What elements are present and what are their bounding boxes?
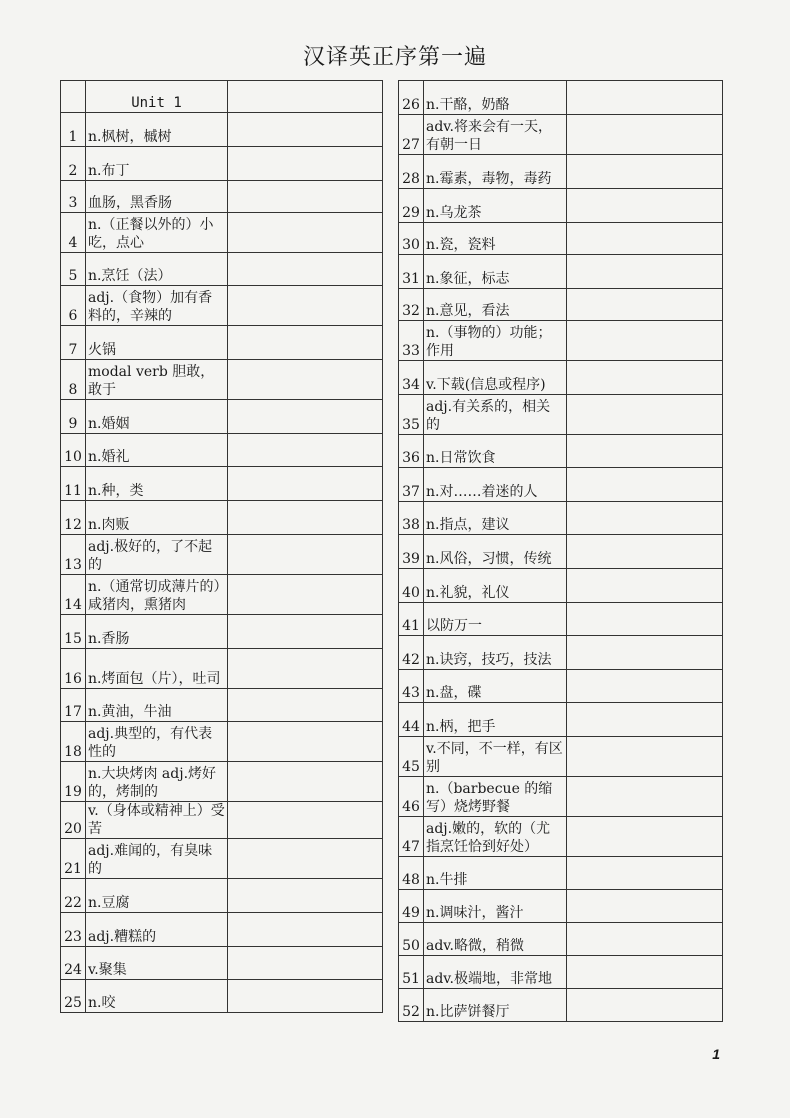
item-number: 24 bbox=[61, 947, 86, 980]
answer-cell[interactable] bbox=[228, 980, 383, 1013]
answer-cell[interactable] bbox=[567, 670, 723, 703]
chinese-term: adj.极好的，了不起的 bbox=[86, 535, 228, 575]
answer-cell[interactable] bbox=[567, 777, 723, 817]
chinese-term: n.（事物的）功能；作用 bbox=[424, 321, 567, 361]
chinese-term: n.乌龙茶 bbox=[424, 189, 567, 223]
answer-cell[interactable] bbox=[567, 817, 723, 857]
vocab-row bbox=[61, 467, 383, 501]
chinese-term: n.香肠 bbox=[86, 615, 228, 649]
vocab-row bbox=[61, 147, 383, 181]
answer-cell[interactable] bbox=[567, 223, 723, 255]
item-number: 25 bbox=[61, 980, 86, 1013]
vocab-row bbox=[61, 980, 383, 1013]
vocab-row bbox=[61, 400, 383, 434]
answer-cell[interactable] bbox=[228, 575, 383, 615]
chinese-term: v.（身体或精神上）受苦 bbox=[86, 802, 228, 839]
vocab-row bbox=[399, 569, 723, 603]
answer-cell[interactable] bbox=[228, 649, 383, 689]
item-number: 47 bbox=[399, 817, 424, 857]
item-number: 36 bbox=[399, 435, 424, 468]
vocab-row bbox=[61, 286, 383, 326]
vocab-row bbox=[399, 361, 723, 395]
answer-cell[interactable] bbox=[567, 956, 723, 989]
item-number: 52 bbox=[399, 989, 424, 1022]
item-number: 20 bbox=[61, 802, 86, 839]
vocab-row bbox=[61, 839, 383, 879]
vocab-row bbox=[399, 395, 723, 435]
answer-cell[interactable] bbox=[567, 468, 723, 502]
chinese-term: n.比萨饼餐厅 bbox=[424, 989, 567, 1022]
answer-cell[interactable] bbox=[567, 395, 723, 435]
chinese-term: n.柄，把手 bbox=[424, 703, 567, 737]
chinese-term: n.日常饮食 bbox=[424, 435, 567, 468]
item-number: 31 bbox=[399, 255, 424, 289]
vocab-row bbox=[61, 879, 383, 913]
vocab-row bbox=[61, 113, 383, 147]
item-number: 28 bbox=[399, 155, 424, 189]
chinese-term: adj.典型的，有代表性的 bbox=[86, 722, 228, 762]
answer-cell[interactable] bbox=[567, 603, 723, 636]
vocab-row bbox=[399, 223, 723, 255]
item-number: 34 bbox=[399, 361, 424, 395]
item-number: 19 bbox=[61, 762, 86, 802]
vocab-row bbox=[399, 435, 723, 468]
answer-cell[interactable] bbox=[567, 703, 723, 737]
answer-cell[interactable] bbox=[567, 923, 723, 956]
vocab-row bbox=[61, 913, 383, 947]
item-number: 37 bbox=[399, 468, 424, 502]
answer-cell[interactable] bbox=[567, 857, 723, 890]
item-number: 10 bbox=[61, 434, 86, 467]
chinese-term: n.布丁 bbox=[86, 147, 228, 181]
chinese-term: n.烹饪（法） bbox=[86, 253, 228, 286]
item-number: 9 bbox=[61, 400, 86, 434]
chinese-term: n.种，类 bbox=[86, 467, 228, 501]
item-number: 16 bbox=[61, 649, 86, 689]
item-number: 18 bbox=[61, 722, 86, 762]
chinese-term: adj.难闻的，有臭味的 bbox=[86, 839, 228, 879]
chinese-term: n.牛排 bbox=[424, 857, 567, 890]
vocab-row bbox=[61, 253, 383, 286]
answer-cell[interactable] bbox=[567, 115, 723, 155]
page-title: 汉译英正序第一遍 bbox=[302, 45, 487, 70]
item-number: 44 bbox=[399, 703, 424, 737]
item-number: 11 bbox=[61, 467, 86, 501]
item-number: 2 bbox=[61, 147, 86, 181]
chinese-term: n.婚姻 bbox=[86, 400, 228, 434]
chinese-term: adj.糟糕的 bbox=[86, 913, 228, 947]
answer-cell[interactable] bbox=[228, 615, 383, 649]
item-number: 21 bbox=[61, 839, 86, 879]
vocab-row bbox=[399, 890, 723, 923]
chinese-term: v.聚集 bbox=[86, 947, 228, 980]
vocab-table-left bbox=[60, 80, 383, 1013]
vocab-row bbox=[61, 762, 383, 802]
item-number: 32 bbox=[399, 289, 424, 321]
item-number: 3 bbox=[61, 181, 86, 213]
item-number: 17 bbox=[61, 689, 86, 722]
chinese-term: n.肉贩 bbox=[86, 501, 228, 535]
item-number: 46 bbox=[399, 777, 424, 817]
answer-cell[interactable] bbox=[567, 81, 723, 115]
answer-cell[interactable] bbox=[228, 213, 383, 253]
answer-cell[interactable] bbox=[228, 802, 383, 839]
answer-cell[interactable] bbox=[228, 947, 383, 980]
chinese-term: n.婚礼 bbox=[86, 434, 228, 467]
item-number: 22 bbox=[61, 879, 86, 913]
vocab-row bbox=[61, 181, 383, 213]
page-number: 1 bbox=[712, 1046, 720, 1062]
item-number: 12 bbox=[61, 501, 86, 535]
answer-cell[interactable] bbox=[567, 321, 723, 361]
item-number: 30 bbox=[399, 223, 424, 255]
vocab-row bbox=[61, 434, 383, 467]
vocab-row bbox=[399, 703, 723, 737]
item-number: 14 bbox=[61, 575, 86, 615]
vocab-row bbox=[399, 989, 723, 1022]
item-number: 45 bbox=[399, 737, 424, 777]
item-number: 27 bbox=[399, 115, 424, 155]
vocab-row bbox=[61, 326, 383, 360]
chinese-term: v.下载(信息或程序) bbox=[424, 361, 567, 395]
item-number: 51 bbox=[399, 956, 424, 989]
answer-cell[interactable] bbox=[567, 569, 723, 603]
vocab-row bbox=[399, 857, 723, 890]
vocab-table-right bbox=[398, 80, 723, 1022]
vocab-row bbox=[399, 777, 723, 817]
item-number: 39 bbox=[399, 535, 424, 569]
answer-cell[interactable] bbox=[228, 839, 383, 879]
vocab-row bbox=[61, 575, 383, 615]
vocab-row bbox=[399, 321, 723, 361]
answer-cell[interactable] bbox=[228, 113, 383, 147]
answer-cell[interactable] bbox=[228, 147, 383, 181]
vocab-row bbox=[399, 636, 723, 670]
answer-cell[interactable] bbox=[567, 989, 723, 1022]
vocab-row bbox=[399, 155, 723, 189]
answer-cell[interactable] bbox=[228, 689, 383, 722]
chinese-term: adv.将来会有一天，有朝一日 bbox=[424, 115, 567, 155]
item-number: 23 bbox=[61, 913, 86, 947]
chinese-term: n.枫树，槭树 bbox=[86, 113, 228, 147]
chinese-term: adv.略微，稍微 bbox=[424, 923, 567, 956]
chinese-term: adj.有关系的，相关的 bbox=[424, 395, 567, 435]
answer-cell[interactable] bbox=[228, 501, 383, 535]
chinese-term: n.黄油，牛油 bbox=[86, 689, 228, 722]
answer-cell[interactable] bbox=[228, 722, 383, 762]
answer-cell[interactable] bbox=[228, 879, 383, 913]
chinese-term: adj.嫩的，软的（尤指烹饪恰到好处） bbox=[424, 817, 567, 857]
item-number: 26 bbox=[399, 81, 424, 115]
chinese-term: n.盘，碟 bbox=[424, 670, 567, 703]
vocab-row bbox=[399, 817, 723, 857]
vocab-row bbox=[61, 649, 383, 689]
chinese-term: 血肠，黑香肠 bbox=[86, 181, 228, 213]
answer-cell[interactable] bbox=[567, 155, 723, 189]
item-number: 42 bbox=[399, 636, 424, 670]
item-number: 40 bbox=[399, 569, 424, 603]
vocab-row bbox=[399, 737, 723, 777]
chinese-term: n.指点，建议 bbox=[424, 502, 567, 535]
header-number-cell bbox=[61, 81, 86, 113]
chinese-term: n.瓷，瓷料 bbox=[424, 223, 567, 255]
answer-cell[interactable] bbox=[228, 762, 383, 802]
item-number: 49 bbox=[399, 890, 424, 923]
item-number: 4 bbox=[61, 213, 86, 253]
item-number: 48 bbox=[399, 857, 424, 890]
chinese-term: n.烤面包（片），吐司 bbox=[86, 649, 228, 689]
vocab-row bbox=[399, 535, 723, 569]
chinese-term: n.霉素，毒物，毒药 bbox=[424, 155, 567, 189]
answer-cell[interactable] bbox=[567, 435, 723, 468]
item-number: 1 bbox=[61, 113, 86, 147]
item-number: 43 bbox=[399, 670, 424, 703]
chinese-term: n.干酪，奶酪 bbox=[424, 81, 567, 115]
vocab-row bbox=[399, 923, 723, 956]
answer-cell[interactable] bbox=[228, 326, 383, 360]
item-number: 5 bbox=[61, 253, 86, 286]
answer-cell[interactable] bbox=[228, 467, 383, 501]
chinese-term: n.礼貌，礼仪 bbox=[424, 569, 567, 603]
item-number: 6 bbox=[61, 286, 86, 326]
vocab-row bbox=[399, 468, 723, 502]
item-number: 35 bbox=[399, 395, 424, 435]
item-number: 41 bbox=[399, 603, 424, 636]
unit-label: Unit 1 bbox=[86, 81, 228, 113]
answer-cell[interactable] bbox=[228, 286, 383, 326]
item-number: 29 bbox=[399, 189, 424, 223]
chinese-term: 以防万一 bbox=[424, 603, 567, 636]
answer-cell[interactable] bbox=[567, 502, 723, 535]
vocab-row bbox=[61, 689, 383, 722]
vocab-row bbox=[61, 360, 383, 400]
chinese-term: n.大块烤肉 adj.烤好的，烤制的 bbox=[86, 762, 228, 802]
item-number: 15 bbox=[61, 615, 86, 649]
vocab-row bbox=[399, 289, 723, 321]
answer-cell[interactable] bbox=[567, 255, 723, 289]
answer-cell[interactable] bbox=[567, 636, 723, 670]
chinese-term: v.不同，不一样，有区别 bbox=[424, 737, 567, 777]
item-number: 33 bbox=[399, 321, 424, 361]
chinese-term: n.咬 bbox=[86, 980, 228, 1013]
answer-cell[interactable] bbox=[567, 535, 723, 569]
vocab-row bbox=[61, 802, 383, 839]
answer-cell[interactable] bbox=[567, 890, 723, 923]
answer-cell[interactable] bbox=[228, 181, 383, 213]
chinese-term: n.意见，看法 bbox=[424, 289, 567, 321]
chinese-term: adv.极端地，非常地 bbox=[424, 956, 567, 989]
chinese-term: modal verb 胆敢，敢于 bbox=[86, 360, 228, 400]
chinese-term: n.风俗，习惯，传统 bbox=[424, 535, 567, 569]
chinese-term: n.（通常切成薄片的）咸猪肉，熏猪肉 bbox=[86, 575, 228, 615]
item-number: 50 bbox=[399, 923, 424, 956]
answer-cell[interactable] bbox=[228, 81, 383, 113]
chinese-term: n.（正餐以外的）小吃，点心 bbox=[86, 213, 228, 253]
vocab-row bbox=[61, 722, 383, 762]
answer-cell[interactable] bbox=[228, 253, 383, 286]
chinese-term: n.（barbecue 的缩写）烧烤野餐 bbox=[424, 777, 567, 817]
answer-cell[interactable] bbox=[228, 434, 383, 467]
answer-cell[interactable] bbox=[228, 360, 383, 400]
vocab-row bbox=[61, 947, 383, 980]
chinese-term: n.诀窍，技巧，技法 bbox=[424, 636, 567, 670]
item-number: 13 bbox=[61, 535, 86, 575]
item-number: 38 bbox=[399, 502, 424, 535]
answer-cell[interactable] bbox=[228, 400, 383, 434]
chinese-term: n.豆腐 bbox=[86, 879, 228, 913]
vocab-row bbox=[399, 81, 723, 115]
item-number: 7 bbox=[61, 326, 86, 360]
vocab-row bbox=[399, 115, 723, 155]
answer-cell[interactable] bbox=[567, 289, 723, 321]
table-header-row bbox=[61, 81, 383, 113]
answer-cell[interactable] bbox=[567, 189, 723, 223]
chinese-term: adj.（食物）加有香料的，辛辣的 bbox=[86, 286, 228, 326]
vocab-row bbox=[399, 255, 723, 289]
vocab-row bbox=[399, 502, 723, 535]
vocab-row bbox=[399, 670, 723, 703]
vocab-row bbox=[399, 956, 723, 989]
answer-cell[interactable] bbox=[228, 535, 383, 575]
answer-cell[interactable] bbox=[567, 737, 723, 777]
vocab-row bbox=[399, 189, 723, 223]
vocab-row bbox=[61, 535, 383, 575]
answer-cell[interactable] bbox=[228, 913, 383, 947]
item-number: 8 bbox=[61, 360, 86, 400]
chinese-term: 火锅 bbox=[86, 326, 228, 360]
chinese-term: n.对……着迷的人 bbox=[424, 468, 567, 502]
vocab-row bbox=[61, 213, 383, 253]
vocab-row bbox=[61, 501, 383, 535]
vocab-row bbox=[61, 615, 383, 649]
vocab-row bbox=[399, 603, 723, 636]
chinese-term: n.象征，标志 bbox=[424, 255, 567, 289]
chinese-term: n.调味汁，酱汁 bbox=[424, 890, 567, 923]
answer-cell[interactable] bbox=[567, 361, 723, 395]
